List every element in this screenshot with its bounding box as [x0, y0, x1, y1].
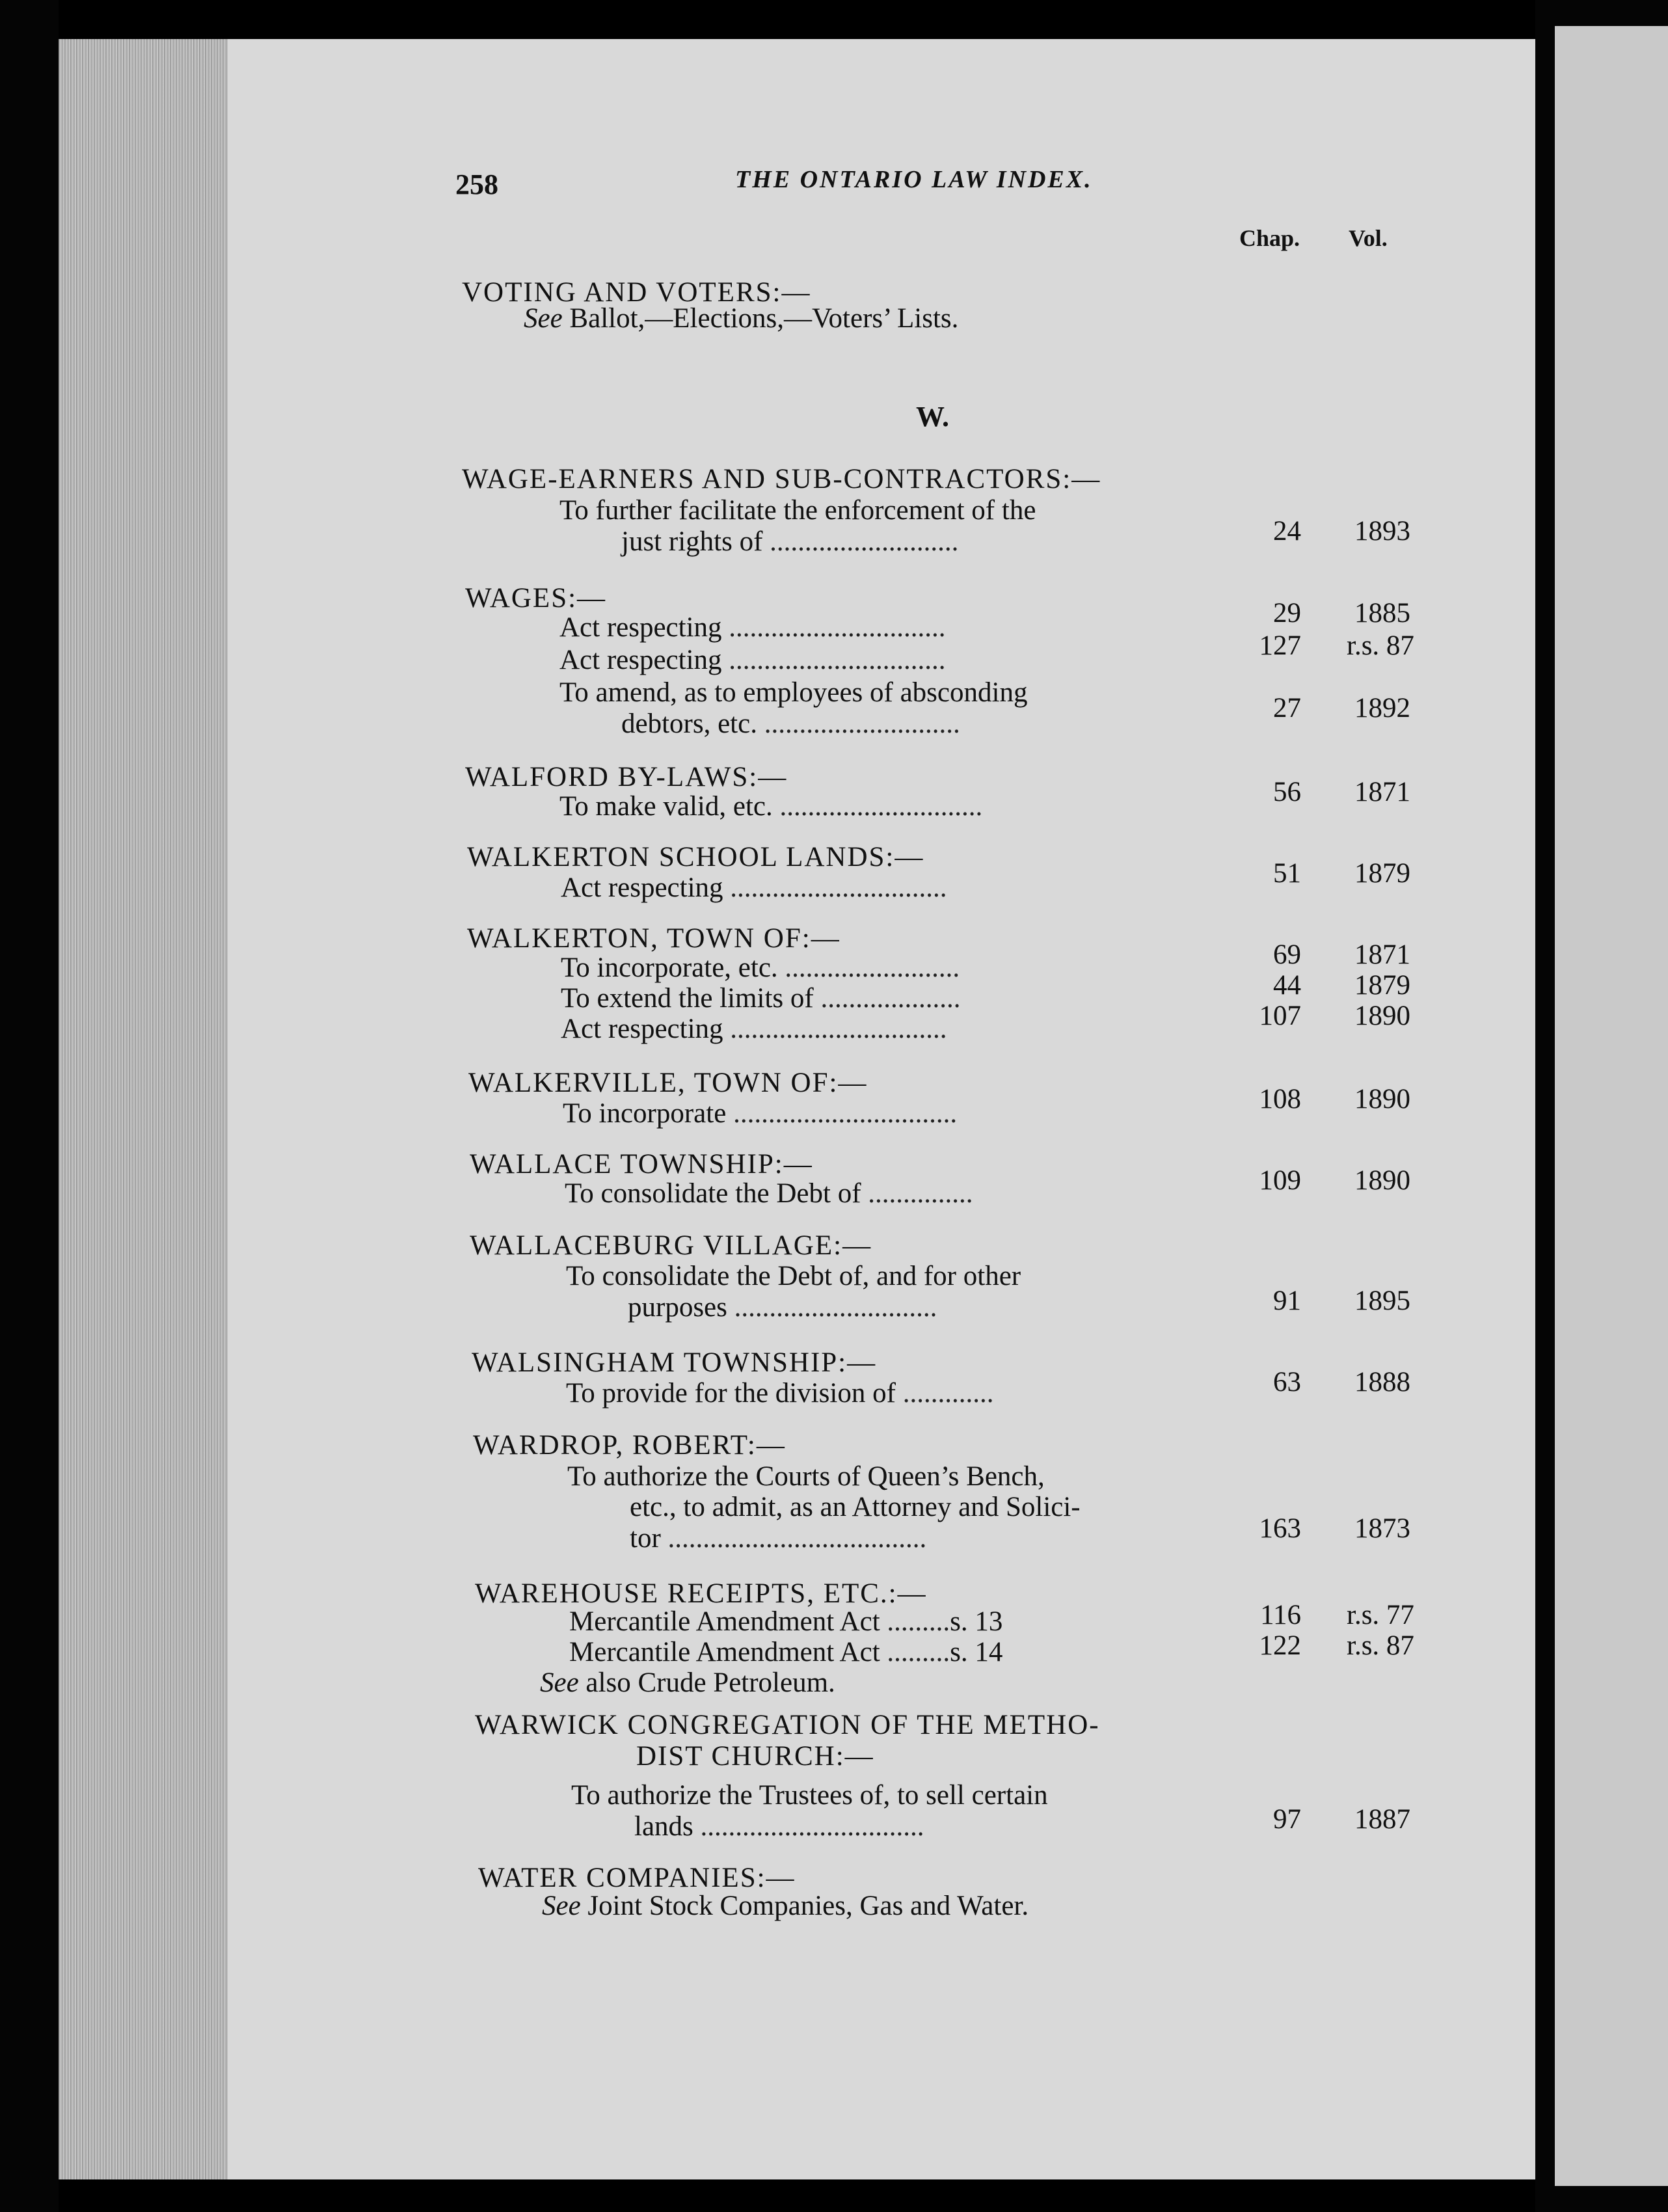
- vol-number: r.s. 87: [1347, 1630, 1414, 1661]
- book-edge-shadow: [0, 0, 59, 2212]
- entry-heading: WATER COMPANIES:—: [478, 1863, 796, 1893]
- vol-number: 1888: [1354, 1367, 1410, 1397]
- vol-number: 1885: [1354, 598, 1410, 628]
- entry-heading: VOTING AND VOTERS:—: [462, 277, 811, 308]
- see-reference: [524, 303, 958, 334]
- entry-line: Mercantile Amendment Act .........s. 14: [569, 1637, 1003, 1667]
- entry-line: lands ................................: [634, 1811, 924, 1842]
- entry-heading: WAGE-EARNERS AND SUB-CONTRACTORS:—: [462, 464, 1101, 494]
- entry-line: just rights of ...........................: [621, 526, 959, 557]
- vol-number: 1873: [1354, 1513, 1410, 1544]
- vol-number: 1879: [1354, 970, 1410, 1001]
- chap-number: 29: [1273, 598, 1301, 628]
- chap-number: 107: [1259, 1001, 1301, 1031]
- vol-number: 1892: [1354, 693, 1410, 723]
- vol-number: 1887: [1354, 1804, 1410, 1835]
- see-reference: [540, 1667, 835, 1699]
- column-header-chap: Chap.: [1239, 225, 1300, 251]
- see-text: Joint Stock Companies, Gas and Water.: [587, 1891, 1029, 1921]
- entry-text: Act respecting: [559, 645, 722, 675]
- chap-number: 109: [1259, 1165, 1301, 1196]
- entry-text: To provide for the division of: [566, 1378, 896, 1409]
- vol-number: r.s. 87: [1347, 630, 1414, 661]
- see-word: See: [524, 303, 563, 334]
- running-head: THE ONTARIO LAW INDEX.: [735, 166, 1093, 193]
- entry-line: To consolidate the Debt of, and for other: [566, 1261, 1021, 1291]
- facing-page-edge: [1555, 26, 1668, 2186]
- entry-line: tor .....................................: [630, 1523, 927, 1554]
- entry-line: To incorporate ................................: [563, 1098, 958, 1129]
- entry-line: To incorporate, etc. .........................: [561, 952, 960, 983]
- entry-heading: WALKERTON SCHOOL LANDS:—: [467, 842, 924, 872]
- see-word: See: [542, 1891, 581, 1921]
- entry-heading: WALFORD BY-LAWS:—: [465, 762, 788, 792]
- entry-heading: WALLACE TOWNSHIP:—: [470, 1149, 813, 1180]
- entry-text: To incorporate, etc.: [561, 952, 778, 983]
- entry-heading-continued: DIST CHURCH:—: [636, 1741, 874, 1772]
- entry-heading: WARDROP, ROBERT:—: [473, 1430, 786, 1461]
- entry-text: lands: [634, 1811, 693, 1842]
- chap-number: 63: [1273, 1367, 1301, 1397]
- chap-number: 163: [1259, 1513, 1301, 1544]
- entry-text: tor: [630, 1523, 661, 1554]
- entry-text: To incorporate: [563, 1098, 727, 1129]
- chap-number: 116: [1260, 1600, 1301, 1630]
- entry-text: Act respecting: [561, 872, 723, 903]
- entry-heading: WAREHOUSE RECEIPTS, ETC.:—: [475, 1578, 927, 1609]
- entry-text: Mercantile Amendment Act: [569, 1606, 880, 1637]
- section-ref: s. 14: [950, 1637, 1003, 1667]
- chap-number: 91: [1273, 1286, 1301, 1316]
- entry-line: Act respecting ...............................: [561, 1014, 947, 1044]
- vol-number: 1895: [1354, 1286, 1410, 1316]
- entry-text: debtors, etc.: [621, 708, 757, 739]
- chap-number: 122: [1259, 1630, 1301, 1661]
- chap-number: 69: [1273, 939, 1301, 970]
- see-text: Ballot,—Elections,—Voters’ Lists.: [569, 303, 959, 334]
- entry-line: To amend, as to employees of absconding: [559, 677, 1028, 708]
- entry-text: To consolidate the Debt of: [565, 1178, 861, 1209]
- entry-line: Act respecting ...............................: [559, 645, 946, 675]
- entry-heading: WARWICK CONGREGATION OF THE METHO-: [475, 1710, 1100, 1740]
- entry-line: To provide for the division of .............: [566, 1378, 994, 1409]
- entry-heading: WAGES:—: [465, 583, 607, 614]
- chap-number: 108: [1259, 1084, 1301, 1114]
- entry-heading: WALSINGHAM TOWNSHIP:—: [472, 1347, 877, 1378]
- entry-line: purposes .............................: [628, 1292, 937, 1323]
- entry-line: To authorize the Trustees of, to sell certain: [571, 1780, 1048, 1811]
- entry-line: To authorize the Courts of Queen’s Bench,: [567, 1461, 1045, 1492]
- vol-number: r.s. 77: [1347, 1600, 1414, 1630]
- entry-line: To consolidate the Debt of ...............: [565, 1178, 973, 1209]
- entry-line: To make valid, etc. .............................: [559, 791, 983, 822]
- chap-number: 97: [1273, 1804, 1301, 1835]
- entry-line: etc., to admit, as an Attorney and Solici-: [630, 1492, 1081, 1522]
- entry-heading: WALKERTON, TOWN OF:—: [467, 923, 841, 954]
- chap-number: 51: [1273, 858, 1301, 889]
- entry-text: Act respecting: [561, 1014, 723, 1044]
- page-edges: [59, 39, 228, 2179]
- see-word: See: [540, 1667, 579, 1698]
- entry-line: To further facilitate the enforcement of the: [559, 495, 1036, 526]
- entry-text: just rights of: [621, 526, 763, 557]
- entry-line: debtors, etc. ............................: [621, 708, 960, 739]
- entry-text: To extend the limits of: [561, 983, 814, 1014]
- vol-number: 1871: [1354, 939, 1410, 970]
- entry-text: purposes: [628, 1292, 727, 1323]
- entry-heading: WALKERVILLE, TOWN OF:—: [468, 1068, 868, 1098]
- see-reference: [542, 1890, 1029, 1922]
- entry-heading: WALLACEBURG VILLAGE:—: [470, 1230, 872, 1261]
- entry-text: Mercantile Amendment Act: [569, 1637, 880, 1667]
- see-text: also Crude Petroleum.: [585, 1667, 835, 1698]
- chap-number: 44: [1273, 970, 1301, 1001]
- vol-number: 1893: [1354, 516, 1410, 546]
- entry-text: Act respecting: [559, 612, 722, 643]
- entry-line: To extend the limits of ....................: [561, 983, 961, 1014]
- vol-number: 1890: [1354, 1001, 1410, 1031]
- entry-line: Act respecting ...............................: [561, 872, 947, 903]
- chap-number: 56: [1273, 777, 1301, 807]
- section-letter: W.: [916, 401, 949, 433]
- chap-number: 27: [1273, 693, 1301, 723]
- entry-line: Mercantile Amendment Act .........s. 13: [569, 1606, 1003, 1637]
- chap-number: 127: [1259, 630, 1301, 661]
- page-number: 258: [455, 169, 498, 200]
- entry-text: To make valid, etc.: [559, 791, 773, 822]
- vol-number: 1890: [1354, 1165, 1410, 1196]
- column-header-vol: Vol.: [1349, 225, 1388, 251]
- vol-number: 1879: [1354, 858, 1410, 889]
- section-ref: s. 13: [950, 1606, 1003, 1637]
- vol-number: 1871: [1354, 777, 1410, 807]
- chap-number: 24: [1273, 516, 1301, 546]
- vol-number: 1890: [1354, 1084, 1410, 1114]
- entry-line: Act respecting ...............................: [559, 612, 946, 643]
